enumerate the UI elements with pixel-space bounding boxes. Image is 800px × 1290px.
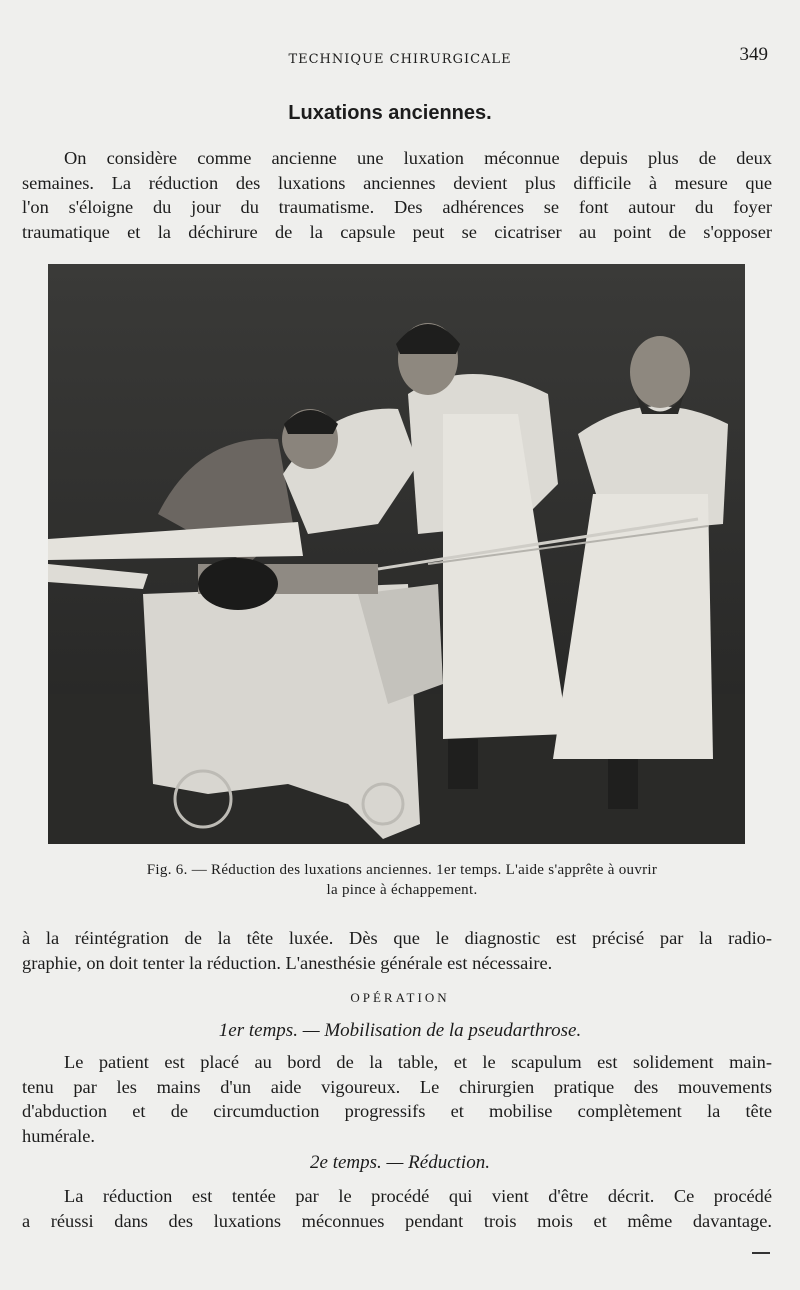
text-line: d'abduction et de circumduction progressifs et mobilise complètement la tête [22,1101,772,1121]
photograph-illustration [48,264,745,844]
text-line: semaines. La réduction des luxations anciennes devient plus difficile à mesure que [22,172,772,193]
surgical-photograph [48,264,745,844]
operation-heading: OPÉRATION [350,990,450,1005]
running-title: TECHNIQUE CHIRURGICALE [288,52,512,67]
text-line: traumatique et la déchirure de la capsule peut se cicatriser au point de s'opposer [22,221,772,242]
text-line: graphie, on doit tenter la réduction. L'anesthésie générale est nécessaire. [22,952,553,973]
page-number: 349 [739,44,768,65]
section-title: Luxations anciennes. [288,102,492,124]
step2-heading: 2e temps. — Réduction. [310,1152,490,1173]
text-line: à la réintégration de la tête luxée. Dès que le diagnostic est précisé par la radio- [22,928,772,948]
intro-paragraph [22,146,772,244]
step2-paragraph [22,1184,772,1233]
continuation-paragraph [22,926,772,975]
text-line: La réduction est tentée par le procédé qui vient d'être décrit. Ce procédé [64,1186,772,1206]
text-line: humérale. [22,1125,96,1146]
text-line: tenu par les mains d'un aide vigoureux. Le chirurgien pratique des mouvements [22,1076,772,1097]
figure-caption [72,860,732,900]
margin-dash [752,1252,770,1254]
text-line: a réussi dans des luxations méconnues pendant trois mois et même davantage. [22,1210,772,1231]
text-line: Le patient est placé au bord de la table, et le scapulum est solidement main- [64,1052,772,1072]
step1-paragraph [22,1050,772,1148]
text-line: l'on s'éloigne du jour du traumatisme. Des adhérences se font autour du foyer [22,197,772,217]
step1-heading: 1er temps. — Mobilisation de la pseudarthrose. [218,1020,582,1041]
caption-line: Fig. 6. — Réduction des luxations anciennes. 1er temps. L'aide s'apprête à ouvrir [146,862,658,878]
caption-line: la pince à échappement. [326,882,478,898]
text-line: On considère comme ancienne une luxation méconnue depuis plus de deux [64,148,772,168]
